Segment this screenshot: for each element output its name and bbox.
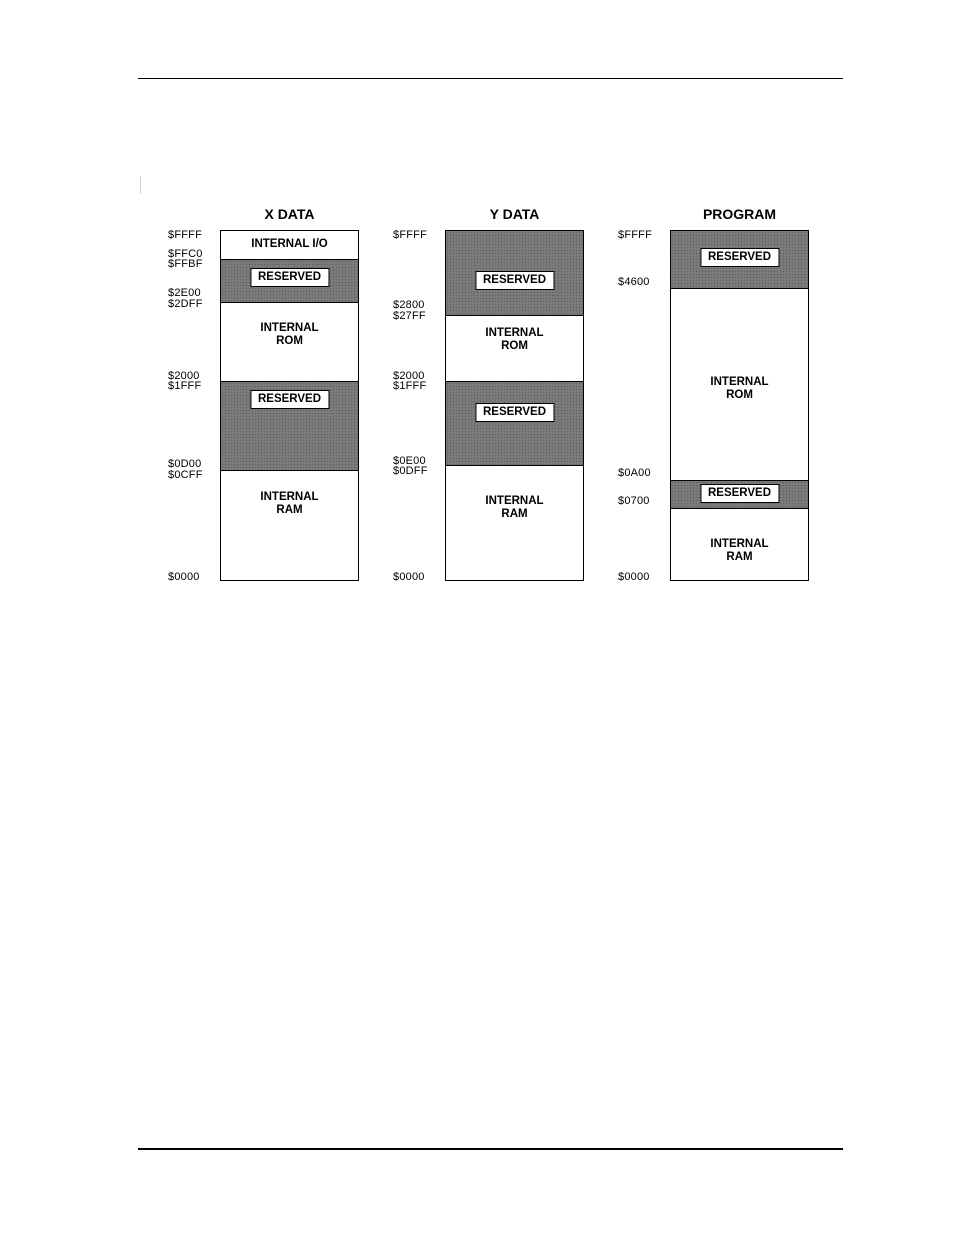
address-label: $FFFF — [393, 229, 427, 241]
reserved-label: RESERVED — [250, 268, 329, 287]
memory-column — [220, 230, 359, 581]
address-label: $0000 — [618, 571, 650, 583]
y-data-map — [365, 200, 595, 590]
address-label: $0000 — [393, 571, 425, 583]
address-label: $2E00 — [168, 287, 201, 299]
margin-mark — [140, 176, 141, 194]
segment-internal-rom — [446, 315, 583, 381]
segment-reserved-upper — [446, 231, 583, 315]
program-map — [590, 200, 820, 590]
memory-column — [445, 230, 584, 581]
segment-internal-rom — [221, 302, 358, 381]
segment-reserved-upper — [221, 259, 358, 302]
header-rule — [138, 78, 843, 79]
segment-reserved-lower — [446, 381, 583, 465]
address-label: $0A00 — [618, 467, 651, 479]
address-label: $27FF — [393, 310, 426, 322]
segment-reserved-lower — [671, 480, 808, 508]
address-label: $FFFF — [168, 229, 202, 241]
segment-internal-io — [221, 231, 358, 259]
address-label: $0E00 — [393, 455, 426, 467]
address-label: $4600 — [618, 276, 650, 288]
segment-reserved-lower — [221, 381, 358, 470]
segment-internal-ram — [221, 470, 358, 581]
address-label: $2000 — [168, 370, 200, 382]
address-label: $2000 — [393, 370, 425, 382]
map-title: X DATA — [264, 206, 315, 222]
segment-label: INTERNAL I/O — [251, 238, 328, 250]
footer-rule — [138, 1148, 843, 1150]
address-label: $0000 — [168, 571, 200, 583]
reserved-label: RESERVED — [475, 403, 554, 422]
segment-reserved-upper — [671, 231, 808, 288]
segment-internal-ram — [671, 508, 808, 581]
reserved-label: RESERVED — [250, 390, 329, 409]
segment-label: INTERNAL ROM — [710, 376, 769, 401]
segment-internal-rom — [671, 288, 808, 480]
address-label: $FFFF — [618, 229, 652, 241]
address-label: $0DFF — [393, 465, 428, 477]
address-label: $2DFF — [168, 298, 203, 310]
segment-internal-ram — [446, 465, 583, 581]
segment-label: INTERNAL RAM — [260, 491, 319, 516]
address-label: $1FFF — [393, 380, 427, 392]
address-label: $FFC0 — [168, 248, 203, 260]
segment-label: INTERNAL RAM — [710, 538, 769, 563]
address-label: $0D00 — [168, 458, 202, 470]
segment-label: INTERNAL ROM — [485, 327, 544, 352]
memory-column — [670, 230, 809, 581]
segment-label: INTERNAL RAM — [485, 495, 544, 520]
reserved-label: RESERVED — [475, 271, 554, 290]
reserved-label: RESERVED — [700, 484, 779, 503]
map-title: Y DATA — [489, 206, 540, 222]
address-label: $2800 — [393, 299, 425, 311]
address-label: $FFBF — [168, 258, 203, 270]
address-label: $0CFF — [168, 469, 203, 481]
map-title: PROGRAM — [702, 206, 777, 222]
segment-label: INTERNAL ROM — [260, 322, 319, 347]
address-label: $0700 — [618, 495, 650, 507]
reserved-label: RESERVED — [700, 248, 779, 267]
x-data-map — [140, 200, 370, 590]
address-label: $1FFF — [168, 380, 202, 392]
